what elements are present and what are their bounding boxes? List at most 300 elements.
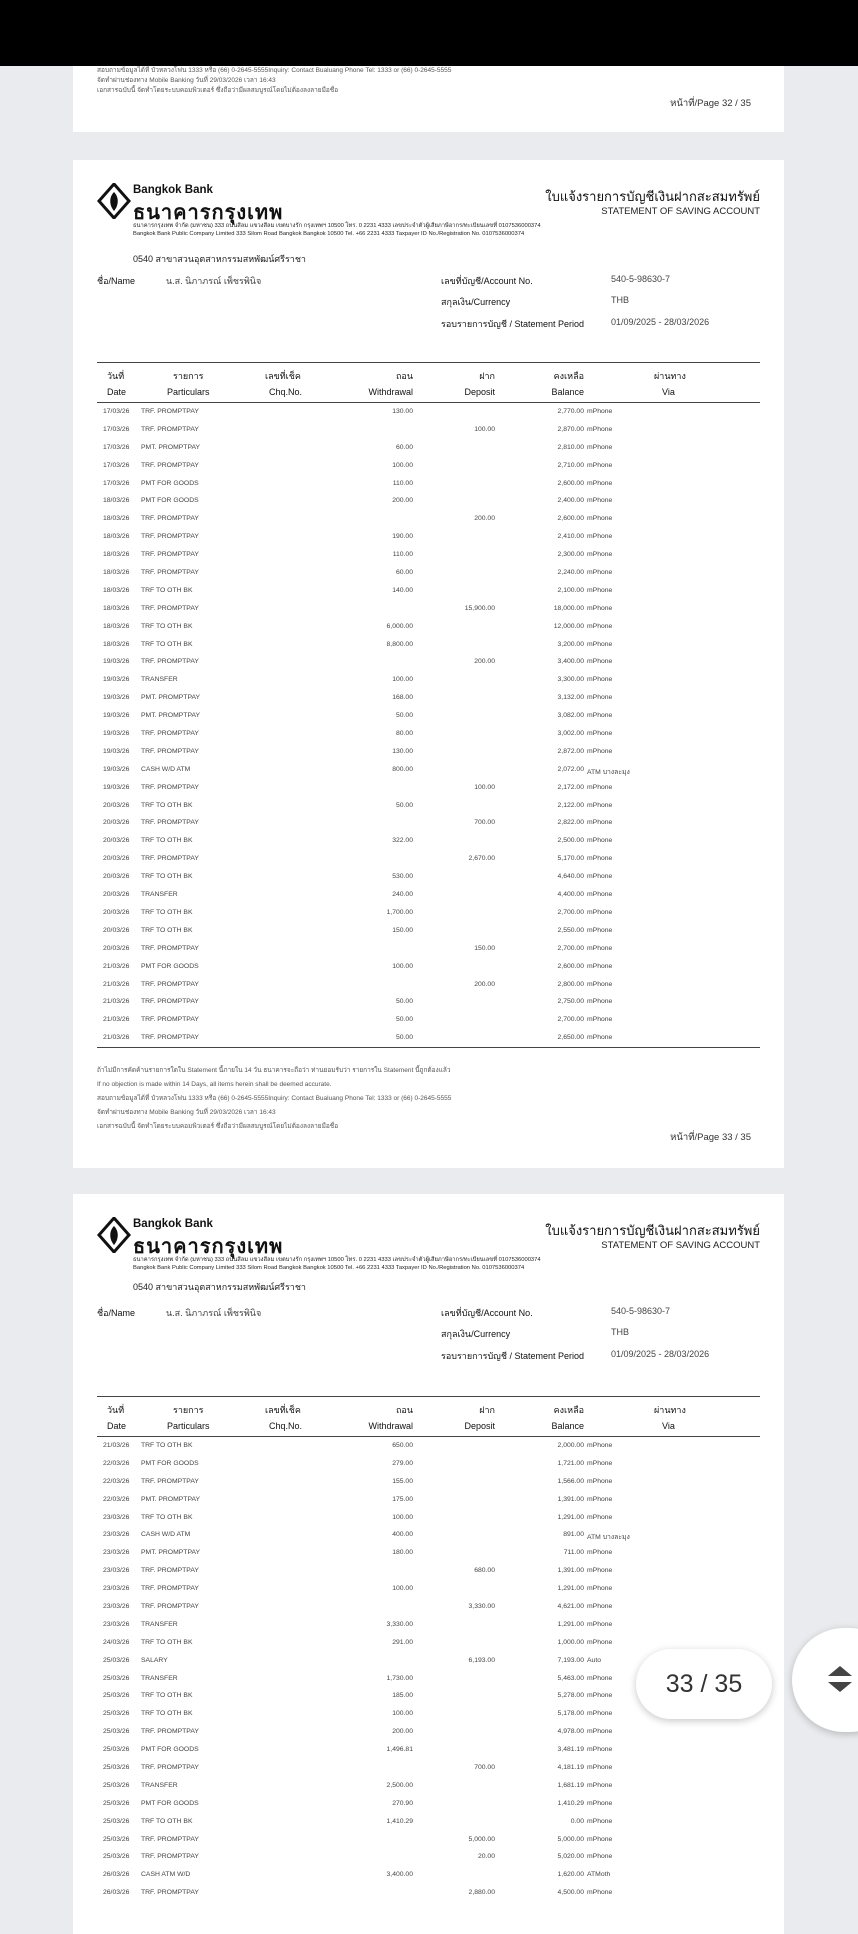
table-row xyxy=(97,1437,760,1455)
table-body xyxy=(97,403,760,1047)
row-particulars: TRF. PROMPTPAY xyxy=(141,1603,199,1611)
row-balance: 2,710.00 xyxy=(557,461,584,469)
table-row xyxy=(97,671,760,689)
row-date: 18/03/26 xyxy=(103,622,130,630)
row-particulars: SALARY xyxy=(141,1656,168,1664)
row-particulars: CASH ATM W/D xyxy=(141,1871,191,1879)
row-date: 20/03/26 xyxy=(103,855,130,863)
row-balance: 1,391.00 xyxy=(557,1495,584,1503)
col-balance-th: คงเหลือ xyxy=(553,1405,584,1415)
row-date: 25/03/26 xyxy=(103,1692,130,1700)
col-date-th: วันที่ xyxy=(107,1405,125,1415)
row-via: ATM บางละมุง xyxy=(587,1534,630,1542)
table-row xyxy=(97,797,760,815)
row-via: mPhone xyxy=(587,586,613,594)
row-particulars: PMT. PROMPTPAY xyxy=(141,1495,201,1503)
row-withdrawal: 100.00 xyxy=(392,676,413,684)
row-particulars: TRF. PROMPTPAY xyxy=(141,551,199,559)
col-via-en: Via xyxy=(662,387,675,397)
row-date: 17/03/26 xyxy=(103,408,130,415)
statement-page-33 xyxy=(73,160,784,1168)
table-row xyxy=(97,814,760,832)
row-withdrawal: 1,410.29 xyxy=(386,1817,413,1825)
row-withdrawal: 50.00 xyxy=(395,801,413,809)
row-withdrawal: 140.00 xyxy=(392,586,413,594)
table-row xyxy=(97,850,760,868)
row-date: 25/03/26 xyxy=(103,1674,130,1682)
row-particulars: TRF. PROMPTPAY xyxy=(141,461,199,469)
name-label: ชื่อ/Name xyxy=(97,1308,136,1318)
row-via: mPhone xyxy=(587,640,613,648)
row-via: mPhone xyxy=(587,1603,613,1611)
row-balance: 5,020.00 xyxy=(557,1853,584,1861)
row-via: mPhone xyxy=(587,461,613,469)
row-balance: 0.00 xyxy=(570,1817,584,1825)
table-row xyxy=(97,922,760,940)
row-via: Auto xyxy=(587,1656,601,1664)
row-withdrawal: 6,000.00 xyxy=(386,622,413,630)
table-row xyxy=(97,1759,760,1777)
row-balance: 2,500.00 xyxy=(557,837,584,845)
row-balance: 4,400.00 xyxy=(557,891,584,899)
row-via: mPhone xyxy=(587,1835,613,1843)
row-particulars: TRF. PROMPTPAY xyxy=(141,533,199,541)
row-withdrawal: 168.00 xyxy=(392,694,413,702)
row-date: 18/03/26 xyxy=(103,569,130,577)
col-chq-en: Chq.No. xyxy=(269,1421,303,1431)
row-via: mPhone xyxy=(587,730,613,738)
row-particulars: TRF TO OTH BK xyxy=(141,586,193,594)
row-via: mPhone xyxy=(587,926,613,934)
row-balance: 12,000.00 xyxy=(553,622,584,630)
col-deposit-th: ฝาก xyxy=(479,371,495,381)
row-date: 20/03/26 xyxy=(103,801,130,809)
row-particulars: PMT FOR GOODS xyxy=(141,479,199,487)
table-row xyxy=(97,886,760,904)
row-withdrawal: 150.00 xyxy=(392,926,413,934)
row-date: 21/03/26 xyxy=(103,962,130,970)
row-date: 22/03/26 xyxy=(103,1459,130,1467)
table-row xyxy=(97,1544,760,1562)
row-particulars: PMT. PROMPTPAY xyxy=(141,443,201,451)
bank-address xyxy=(133,223,541,238)
row-withdrawal: 3,400.00 xyxy=(386,1871,413,1879)
table-row xyxy=(97,1634,760,1652)
row-particulars: TRF. PROMPTPAY xyxy=(141,998,199,1006)
row-balance: 1,000.00 xyxy=(557,1638,584,1646)
period-label: รอบรายการบัญชี / Statement Period xyxy=(441,1351,584,1361)
table-row xyxy=(97,439,760,457)
row-date: 19/03/26 xyxy=(103,694,130,702)
row-via: mPhone xyxy=(587,515,613,523)
row-withdrawal: 530.00 xyxy=(392,873,413,881)
row-particulars: TRF. PROMPTPAY xyxy=(141,604,199,612)
row-particulars: TRF. PROMPTPAY xyxy=(141,1477,199,1485)
row-via: mPhone xyxy=(587,908,613,916)
row-via: mPhone xyxy=(587,497,613,505)
table-row xyxy=(97,475,760,493)
statement-page-34 xyxy=(73,1194,784,1934)
table-row xyxy=(97,1813,760,1831)
row-balance: 2,600.00 xyxy=(557,515,584,523)
row-balance: 2,750.00 xyxy=(557,998,584,1006)
row-via: mPhone xyxy=(587,676,613,684)
row-via: mPhone xyxy=(587,1477,613,1485)
row-balance: 1,681.19 xyxy=(557,1781,584,1789)
row-withdrawal: 185.00 xyxy=(392,1692,413,1700)
bank-address-en: Bangkok Bank Public Company Limited 333 Silom Road Bangkok Bangkok 10500 Tel. +66 2231 4333 Taxpayer ID No./Registration No. 0107536000374 xyxy=(133,230,525,237)
row-date: 17/03/26 xyxy=(103,443,130,451)
row-balance: 2,872.00 xyxy=(557,747,584,755)
row-via: mPhone xyxy=(587,408,613,415)
row-withdrawal: 180.00 xyxy=(392,1549,413,1557)
col-date-en: Date xyxy=(107,387,127,397)
bank-name-en: Bangkok Bank xyxy=(133,184,213,196)
row-withdrawal: 50.00 xyxy=(395,1034,413,1042)
row-balance: 2,700.00 xyxy=(557,1016,584,1024)
row-date: 25/03/26 xyxy=(103,1746,130,1754)
footer-inquiry: สอบถามข้อมูลได้ที่ บัวหลวงโฟน 1333 หรือ (66) 0-2645-5555Inquiry: Contact Bualuang Phone Tel: 1333 or (66) 0-2645-5555 xyxy=(97,1095,452,1102)
table-bottom-rule xyxy=(97,1047,760,1048)
row-via: mPhone xyxy=(587,873,613,881)
bank-address-th: ธนาคารกรุงเทพ จำกัด (มหาชน) 333 ถนนสีลม แขวงสีลม เขตบางรัก กรุงเทพฯ 10500 โทร. 0 2231 4333 เลขประจำตัวผู้เสียภาษีอากร/ทะเบียนเลขที่ 0107536000374 xyxy=(133,223,541,229)
table-row xyxy=(97,403,760,421)
row-balance: 4,978.00 xyxy=(557,1728,584,1736)
row-date: 25/03/26 xyxy=(103,1710,130,1718)
statement-page-32 xyxy=(73,66,784,132)
period-label: รอบรายการบัญชี / Statement Period xyxy=(441,319,584,329)
row-particulars: TRF. PROMPTPAY xyxy=(141,980,199,988)
row-particulars: TRF. PROMPTPAY xyxy=(141,855,199,863)
row-particulars: TRF. PROMPTPAY xyxy=(141,1016,199,1024)
row-date: 25/03/26 xyxy=(103,1835,130,1843)
row-via: mPhone xyxy=(587,1889,613,1897)
row-particulars: TRF. PROMPTPAY xyxy=(141,1835,199,1843)
fast-scroll-button[interactable] xyxy=(792,1628,858,1732)
row-via: mPhone xyxy=(587,1513,613,1521)
name-label: ชื่อ/Name xyxy=(97,276,136,286)
row-via: mPhone xyxy=(587,1549,613,1557)
row-particulars: TRF TO OTH BK xyxy=(141,1638,193,1646)
row-via: mPhone xyxy=(587,1442,613,1449)
table-row xyxy=(97,761,760,779)
row-balance: 2,822.00 xyxy=(557,819,584,827)
name-value: น.ส. นิภาภรณ์ เพ็ชรพินิจ xyxy=(166,1308,262,1318)
row-particulars: TRF. PROMPTPAY xyxy=(141,658,199,666)
table-row xyxy=(97,1526,760,1544)
row-date: 22/03/26 xyxy=(103,1477,130,1485)
row-date: 23/03/26 xyxy=(103,1585,130,1593)
row-date: 20/03/26 xyxy=(103,873,130,881)
row-balance: 891.00 xyxy=(563,1531,584,1539)
row-withdrawal: 100.00 xyxy=(392,1513,413,1521)
row-particulars: TRF TO OTH BK xyxy=(141,908,193,916)
row-particulars: PMT. PROMPTPAY xyxy=(141,712,201,720)
bank-address-th: ธนาคารกรุงเทพ จำกัด (มหาชน) 333 ถนนสีลม แขวงสีลม เขตบางรัก กรุงเทพฯ 10500 โทร. 0 2231 4333 เลขประจำตัวผู้เสียภาษีอากร/ทะเบียนเลขที่ 0107536000374 xyxy=(133,1257,541,1263)
table-row xyxy=(97,958,760,976)
col-date-en: Date xyxy=(107,1421,127,1431)
row-balance: 2,240.00 xyxy=(557,569,584,577)
footer-mobile: จัดทำผ่านช่องทาง Mobile Banking วันที่ 29/03/2026 เวลา 16:43 xyxy=(97,1109,276,1116)
row-particulars: TRF TO OTH BK xyxy=(141,640,193,648)
row-via: mPhone xyxy=(587,962,613,970)
row-date: 18/03/26 xyxy=(103,515,130,523)
table-row xyxy=(97,1473,760,1491)
table-row xyxy=(97,1884,760,1902)
status-bar xyxy=(0,0,858,66)
table-row xyxy=(97,1011,760,1029)
row-particulars: PMT. PROMPTPAY xyxy=(141,694,201,702)
table-row xyxy=(97,564,760,582)
table-row xyxy=(97,1029,760,1047)
row-balance: 1,291.00 xyxy=(557,1585,584,1593)
row-particulars: TRF TO OTH BK xyxy=(141,873,193,881)
row-date: 21/03/26 xyxy=(103,998,130,1006)
row-via: ATMoth xyxy=(587,1871,611,1879)
transactions-table xyxy=(97,1396,760,1902)
row-date: 25/03/26 xyxy=(103,1656,130,1664)
row-balance: 18,000.00 xyxy=(553,604,584,612)
row-balance: 7,193.00 xyxy=(557,1656,584,1664)
row-balance: 2,000.00 xyxy=(557,1442,584,1449)
table-row xyxy=(97,653,760,671)
row-via: mPhone xyxy=(587,622,613,630)
row-particulars: TRANSFER xyxy=(141,1781,178,1789)
row-withdrawal: 2,500.00 xyxy=(386,1781,413,1789)
table-row xyxy=(97,421,760,439)
page-number: หน้าที่/Page 33 / 35 xyxy=(670,1132,751,1143)
row-via: mPhone xyxy=(587,944,613,952)
row-balance: 2,810.00 xyxy=(557,443,584,451)
row-via: mPhone xyxy=(587,1620,613,1628)
col-deposit-th: ฝาก xyxy=(479,1405,495,1415)
col-withdrawal-en: Withdrawal xyxy=(368,387,413,397)
row-date: 20/03/26 xyxy=(103,944,130,952)
table-row xyxy=(97,1562,760,1580)
table-row xyxy=(97,1848,760,1866)
row-via: mPhone xyxy=(587,1459,613,1467)
row-date: 21/03/26 xyxy=(103,1016,130,1024)
row-deposit: 150.00 xyxy=(474,944,495,952)
footer-objection-th: ถ้าไม่มีการคัดค้านรายการใดใน Statement นี้ภายใน 14 วัน ธนาคารจะถือว่า ท่านยอมรับว่า รายการใน Statement นี้ถูกต้องแล้ว xyxy=(97,1067,451,1074)
table-row xyxy=(97,1831,760,1849)
row-balance: 4,640.00 xyxy=(557,873,584,881)
col-particulars-en: Particulars xyxy=(167,1421,210,1431)
row-withdrawal: 175.00 xyxy=(392,1495,413,1503)
row-withdrawal: 291.00 xyxy=(392,1638,413,1646)
page-number: หน้าที่/Page 32 / 35 xyxy=(670,98,751,109)
transactions-table xyxy=(97,362,760,1048)
table-row xyxy=(97,1741,760,1759)
row-particulars: TRF. PROMPTPAY xyxy=(141,425,199,433)
row-particulars: TRF. PROMPTPAY xyxy=(141,515,199,523)
row-balance: 2,700.00 xyxy=(557,908,584,916)
row-deposit: 2,670.00 xyxy=(468,855,495,863)
table-row xyxy=(97,725,760,743)
row-particulars: TRF. PROMPTPAY xyxy=(141,819,199,827)
row-date: 23/03/26 xyxy=(103,1531,130,1539)
row-balance: 2,700.00 xyxy=(557,944,584,952)
row-withdrawal: 322.00 xyxy=(392,837,413,845)
row-date: 18/03/26 xyxy=(103,533,130,541)
row-via: mPhone xyxy=(587,855,613,863)
bank-address xyxy=(133,1257,541,1272)
row-withdrawal: 50.00 xyxy=(395,1016,413,1024)
footer-objection-en: If no objection is made within 14 Days, all items herein shall be deemed accurate. xyxy=(97,1081,332,1088)
row-via: mPhone xyxy=(587,1853,613,1861)
row-via: mPhone xyxy=(587,1764,613,1772)
row-balance: 2,100.00 xyxy=(557,586,584,594)
row-date: 19/03/26 xyxy=(103,765,130,773)
currency-label: สกุลเงิน/Currency xyxy=(441,297,511,307)
row-via: mPhone xyxy=(587,747,613,755)
row-balance: 2,550.00 xyxy=(557,926,584,934)
row-particulars: TRANSFER xyxy=(141,676,178,684)
row-particulars: TRF. PROMPTPAY xyxy=(141,1853,199,1861)
row-via: mPhone xyxy=(587,1495,613,1503)
row-via: mPhone xyxy=(587,425,613,433)
col-withdrawal-en: Withdrawal xyxy=(368,1421,413,1431)
col-via-en: Via xyxy=(662,1421,675,1431)
row-balance: 4,500.00 xyxy=(557,1889,584,1897)
row-via: mPhone xyxy=(587,1674,613,1682)
col-balance-en: Balance xyxy=(551,1421,584,1431)
row-date: 25/03/26 xyxy=(103,1781,130,1789)
table-row xyxy=(97,707,760,725)
row-balance: 1,566.00 xyxy=(557,1477,584,1485)
row-balance: 3,481.19 xyxy=(557,1746,584,1754)
table-row xyxy=(97,546,760,564)
row-via: mPhone xyxy=(587,1638,613,1646)
row-balance: 2,122.00 xyxy=(557,801,584,809)
row-via: mPhone xyxy=(587,1781,613,1789)
row-balance: 1,391.00 xyxy=(557,1567,584,1575)
bank-name-th: ธนาคารกรุงเทพ xyxy=(133,1234,284,1258)
scroll-arrows-icon xyxy=(826,1664,854,1694)
bank-name-en: Bangkok Bank xyxy=(133,1218,213,1230)
table-row xyxy=(97,940,760,958)
page-indicator: 33 / 35 xyxy=(636,1649,772,1719)
row-balance: 3,400.00 xyxy=(557,658,584,666)
row-particulars: TRF. PROMPTPAY xyxy=(141,408,199,415)
row-balance: 2,172.00 xyxy=(557,783,584,791)
row-date: 19/03/26 xyxy=(103,712,130,720)
bangkok-bank-logo-icon xyxy=(97,1217,131,1253)
row-balance: 2,400.00 xyxy=(557,497,584,505)
row-via: mPhone xyxy=(587,551,613,559)
col-particulars-th: รายการ xyxy=(173,371,204,381)
row-date: 23/03/26 xyxy=(103,1567,130,1575)
row-deposit: 200.00 xyxy=(474,658,495,666)
row-particulars: TRF TO OTH BK xyxy=(141,622,193,630)
row-date: 25/03/26 xyxy=(103,1799,130,1807)
row-date: 21/03/26 xyxy=(103,1034,130,1042)
row-deposit: 200.00 xyxy=(474,515,495,523)
row-date: 18/03/26 xyxy=(103,640,130,648)
row-date: 18/03/26 xyxy=(103,551,130,559)
table-row xyxy=(97,1723,760,1741)
row-withdrawal: 100.00 xyxy=(392,461,413,469)
row-balance: 5,170.00 xyxy=(557,855,584,863)
footer-mobile: จัดทำผ่านช่องทาง Mobile Banking วันที่ 29/03/2026 เวลา 16:43 xyxy=(97,77,276,84)
row-deposit: 200.00 xyxy=(474,980,495,988)
col-deposit-en: Deposit xyxy=(464,387,495,397)
row-balance: 1,291.00 xyxy=(557,1513,584,1521)
row-date: 18/03/26 xyxy=(103,586,130,594)
table-row xyxy=(97,743,760,761)
table-row xyxy=(97,689,760,707)
row-via: mPhone xyxy=(587,998,613,1006)
row-balance: 711.00 xyxy=(563,1549,584,1557)
row-withdrawal: 155.00 xyxy=(392,1477,413,1485)
row-balance: 5,278.00 xyxy=(557,1692,584,1700)
row-balance: 1,410.29 xyxy=(557,1799,584,1807)
row-via: mPhone xyxy=(587,783,613,791)
row-particulars: TRF TO OTH BK xyxy=(141,926,193,934)
row-withdrawal: 1,730.00 xyxy=(386,1674,413,1682)
row-balance: 4,621.00 xyxy=(557,1603,584,1611)
row-withdrawal: 100.00 xyxy=(392,962,413,970)
row-withdrawal: 50.00 xyxy=(395,712,413,720)
row-date: 19/03/26 xyxy=(103,730,130,738)
row-date: 23/03/26 xyxy=(103,1513,130,1521)
row-date: 20/03/26 xyxy=(103,926,130,934)
table-row xyxy=(97,510,760,528)
row-date: 25/03/26 xyxy=(103,1853,130,1861)
row-withdrawal: 110.00 xyxy=(392,479,413,487)
row-deposit: 2,880.00 xyxy=(468,1889,495,1897)
table-row xyxy=(97,1795,760,1813)
table-row xyxy=(97,868,760,886)
col-via-th: ผ่านทาง xyxy=(654,1405,686,1415)
row-balance: 2,870.00 xyxy=(557,425,584,433)
currency-value: THB xyxy=(611,295,629,305)
row-particulars: TRF TO OTH BK xyxy=(141,1513,193,1521)
row-particulars: TRF TO OTH BK xyxy=(141,1692,193,1700)
row-via: mPhone xyxy=(587,443,613,451)
row-via: mPhone xyxy=(587,801,613,809)
statement-title-th: ใบแจ้งรายการบัญชีเงินฝากสะสมทรัพย์ xyxy=(545,1223,760,1238)
col-particulars-th: รายการ xyxy=(173,1405,204,1415)
table-row xyxy=(97,582,760,600)
row-via: ATM บางละมุง xyxy=(587,768,630,776)
row-withdrawal: 270.90 xyxy=(392,1799,413,1807)
row-withdrawal: 100.00 xyxy=(392,1585,413,1593)
row-via: mPhone xyxy=(587,479,613,487)
row-via: mPhone xyxy=(587,891,613,899)
row-via: mPhone xyxy=(587,533,613,541)
col-chq-th: เลขที่เช็ค xyxy=(265,1405,301,1415)
row-particulars: PMT. PROMPTPAY xyxy=(141,1549,201,1557)
row-date: 19/03/26 xyxy=(103,747,130,755)
row-particulars: TRF. PROMPTPAY xyxy=(141,730,199,738)
row-withdrawal: 1,496.81 xyxy=(386,1746,413,1754)
row-balance: 2,800.00 xyxy=(557,980,584,988)
row-particulars: TRF TO OTH BK xyxy=(141,837,193,845)
row-via: mPhone xyxy=(587,1799,613,1807)
row-balance: 3,300.00 xyxy=(557,676,584,684)
account-value: 540-5-98630-7 xyxy=(611,274,671,284)
col-deposit-en: Deposit xyxy=(464,1421,495,1431)
row-withdrawal: 100.00 xyxy=(392,1710,413,1718)
row-via: mPhone xyxy=(587,712,613,720)
table-row xyxy=(97,492,760,510)
table-row xyxy=(97,1509,760,1527)
row-particulars: TRF. PROMPTPAY xyxy=(141,1567,199,1575)
row-balance: 5,178.00 xyxy=(557,1710,584,1718)
col-withdrawal-th: ถอน xyxy=(395,371,413,381)
row-withdrawal: 8,800.00 xyxy=(386,640,413,648)
